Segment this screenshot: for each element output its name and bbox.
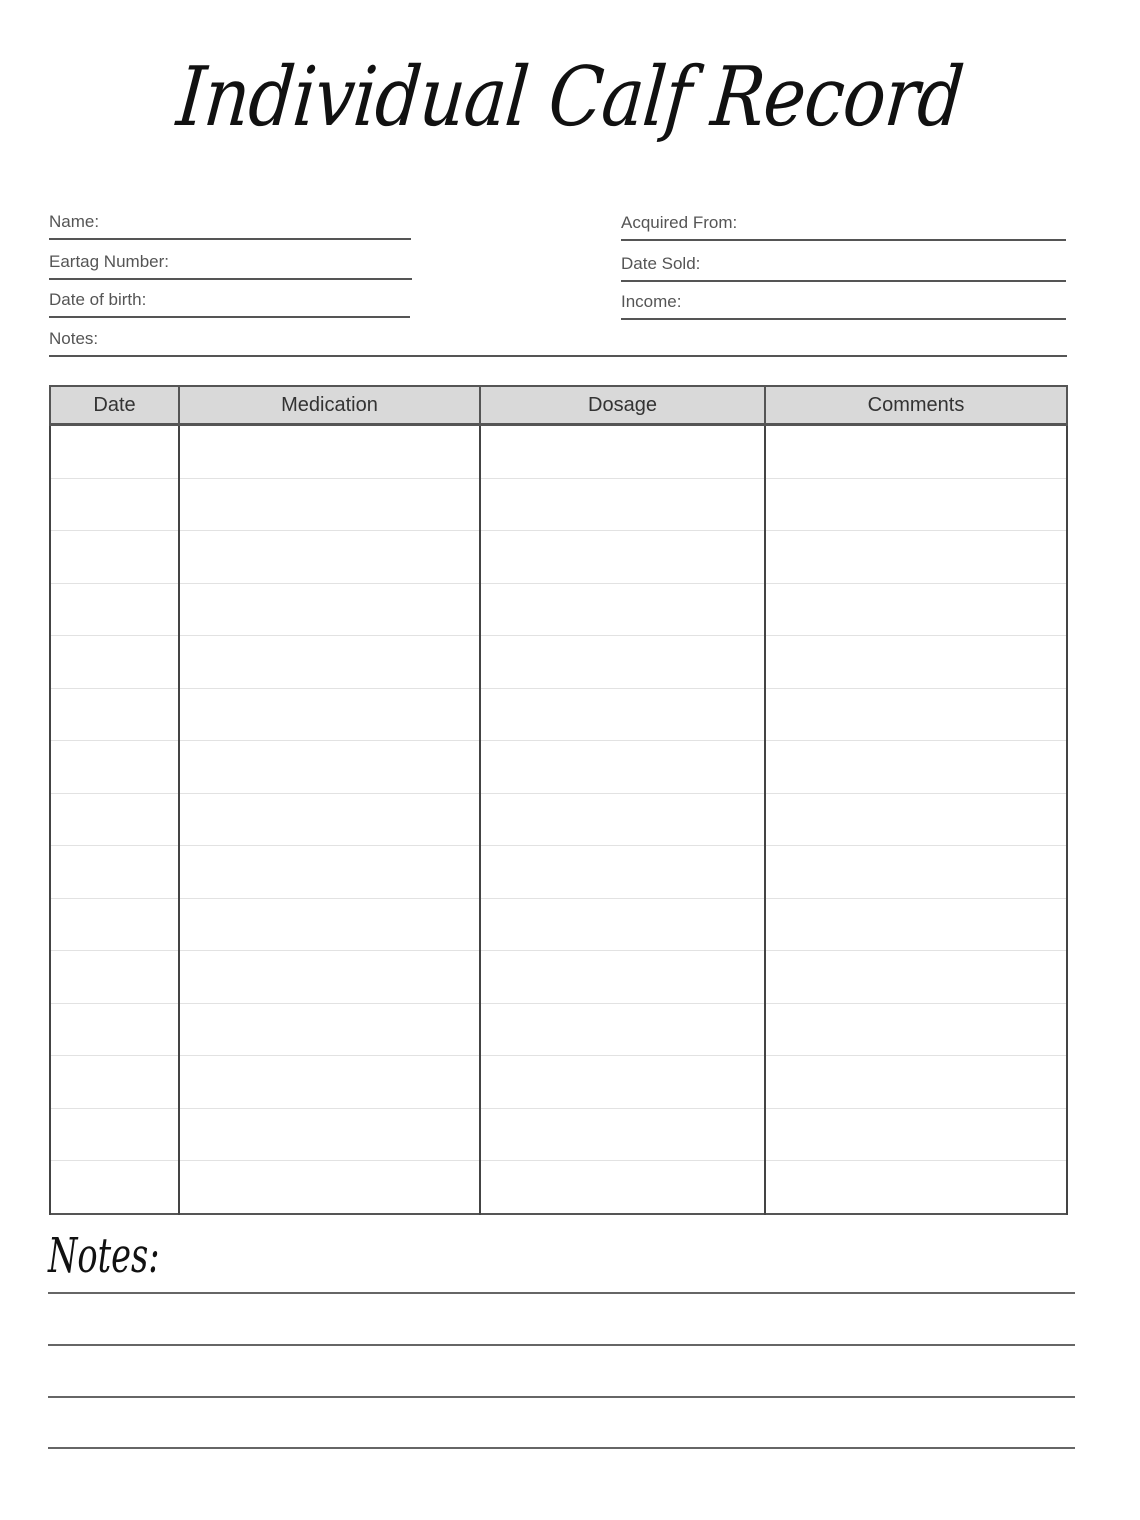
dosage-cell[interactable]	[480, 1003, 765, 1056]
notes-line[interactable]	[48, 1447, 1075, 1449]
comments-cell[interactable]	[765, 898, 1067, 951]
date-cell[interactable]	[50, 1108, 179, 1161]
notes-label: Notes:	[49, 329, 99, 348]
notes-line[interactable]	[48, 1396, 1075, 1398]
comments-cell[interactable]	[765, 688, 1067, 741]
table-row	[50, 951, 1067, 1004]
date-cell[interactable]	[50, 1056, 179, 1109]
medication-cell[interactable]	[179, 1003, 480, 1056]
comments-cell[interactable]	[765, 636, 1067, 689]
comments-cell[interactable]	[765, 951, 1067, 1004]
dosage-cell[interactable]	[480, 741, 765, 794]
table-row	[50, 425, 1067, 479]
table-row	[50, 898, 1067, 951]
comments-cell[interactable]	[765, 846, 1067, 899]
table-row	[50, 1161, 1067, 1214]
medication-cell[interactable]	[179, 636, 480, 689]
table-row	[50, 531, 1067, 584]
table-row	[50, 793, 1067, 846]
date-sold-field[interactable]	[621, 252, 1066, 282]
notes-line[interactable]	[48, 1292, 1075, 1294]
table-row	[50, 688, 1067, 741]
medication-cell[interactable]	[179, 425, 480, 479]
dosage-cell[interactable]	[480, 583, 765, 636]
comments-cell[interactable]	[765, 425, 1067, 479]
table-row	[50, 478, 1067, 531]
medication-cell[interactable]	[179, 478, 480, 531]
income-label: Income:	[621, 292, 682, 311]
acquired-field[interactable]	[621, 211, 1066, 241]
date-cell[interactable]	[50, 951, 179, 1004]
medication-cell[interactable]	[179, 793, 480, 846]
name-label: Name:	[49, 212, 100, 231]
medication-cell[interactable]	[179, 583, 480, 636]
name-field[interactable]	[49, 210, 411, 240]
medication-table	[49, 385, 1068, 1215]
page-title: Individual Calf Record	[173, 50, 967, 145]
date-cell[interactable]	[50, 583, 179, 636]
comments-cell[interactable]	[765, 478, 1067, 531]
header-medication: Medication	[179, 386, 480, 425]
medication-cell[interactable]	[179, 846, 480, 899]
comments-cell[interactable]	[765, 1003, 1067, 1056]
medication-cell[interactable]	[179, 898, 480, 951]
date-cell[interactable]	[50, 741, 179, 794]
medication-cell[interactable]	[179, 951, 480, 1004]
date-cell[interactable]	[50, 846, 179, 899]
dosage-cell[interactable]	[480, 846, 765, 899]
date-sold-label: Date Sold:	[621, 254, 701, 273]
date-cell[interactable]	[50, 1161, 179, 1214]
medication-cell[interactable]	[179, 688, 480, 741]
comments-cell[interactable]	[765, 531, 1067, 584]
date-cell[interactable]	[50, 1003, 179, 1056]
date-cell[interactable]	[50, 425, 179, 479]
header-comments: Comments	[765, 386, 1067, 425]
income-field[interactable]	[621, 290, 1066, 320]
medication-cell[interactable]	[179, 531, 480, 584]
comments-cell[interactable]	[765, 793, 1067, 846]
medication-cell[interactable]	[179, 1056, 480, 1109]
dosage-cell[interactable]	[480, 951, 765, 1004]
header-date: Date	[50, 386, 179, 425]
table-header-row	[50, 386, 1067, 425]
dosage-cell[interactable]	[480, 898, 765, 951]
notes-line[interactable]	[48, 1344, 1075, 1346]
dosage-cell[interactable]	[480, 478, 765, 531]
medication-cell[interactable]	[179, 741, 480, 794]
date-cell[interactable]	[50, 688, 179, 741]
table-row	[50, 1108, 1067, 1161]
dob-label: Date of birth:	[49, 290, 147, 309]
date-cell[interactable]	[50, 478, 179, 531]
medication-cell[interactable]	[179, 1161, 480, 1214]
dosage-cell[interactable]	[480, 425, 765, 479]
comments-cell[interactable]	[765, 583, 1067, 636]
header-dosage: Dosage	[480, 386, 765, 425]
comments-cell[interactable]	[765, 1108, 1067, 1161]
table-row	[50, 741, 1067, 794]
acquired-label: Acquired From:	[621, 213, 738, 232]
comments-cell[interactable]	[765, 1056, 1067, 1109]
comments-cell[interactable]	[765, 1161, 1067, 1214]
table-row	[50, 846, 1067, 899]
table-row	[50, 636, 1067, 689]
notes-field[interactable]	[49, 327, 1067, 357]
table-row	[50, 583, 1067, 636]
date-cell[interactable]	[50, 898, 179, 951]
table-row	[50, 1003, 1067, 1056]
comments-cell[interactable]	[765, 741, 1067, 794]
dosage-cell[interactable]	[480, 1108, 765, 1161]
date-cell[interactable]	[50, 793, 179, 846]
date-cell[interactable]	[50, 636, 179, 689]
dosage-cell[interactable]	[480, 1161, 765, 1214]
table-row	[50, 1056, 1067, 1109]
date-cell[interactable]	[50, 531, 179, 584]
dosage-cell[interactable]	[480, 531, 765, 584]
dosage-cell[interactable]	[480, 688, 765, 741]
dosage-cell[interactable]	[480, 1056, 765, 1109]
dosage-cell[interactable]	[480, 793, 765, 846]
medication-cell[interactable]	[179, 1108, 480, 1161]
eartag-field[interactable]	[49, 250, 412, 280]
eartag-label: Eartag Number:	[49, 252, 169, 271]
notes-section-title: Notes:	[48, 1228, 160, 1284]
dob-field[interactable]	[49, 288, 410, 318]
dosage-cell[interactable]	[480, 636, 765, 689]
